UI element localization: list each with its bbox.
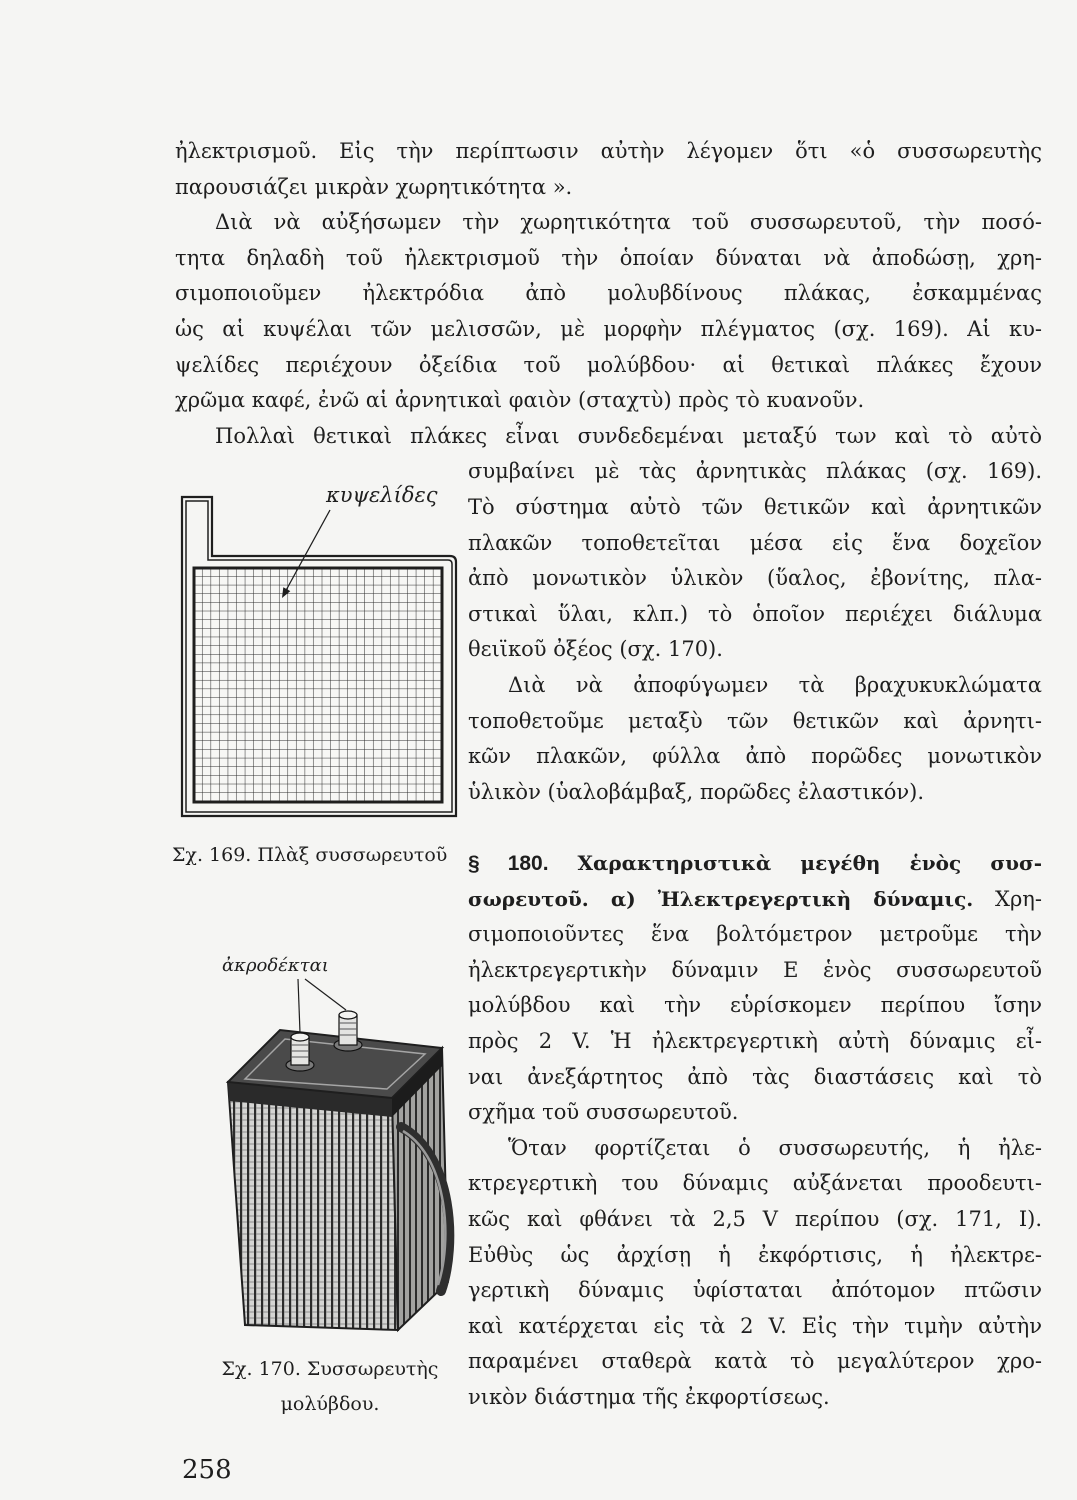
- section-text-start: Χρη-: [995, 886, 1042, 911]
- text-line: γερτικὴ δύναμις ὑφίσταται ἀπότομον πτῶσιν: [468, 1278, 1042, 1303]
- text-line: ὑλικὸν (ὑαλοβάμβαξ, πορῶδες ἐλαστικόν).: [468, 779, 925, 804]
- text-line: κτρεγερτικὴ του δύναμις αὐξάνεται προοδευτι-: [468, 1171, 1042, 1196]
- lead-battery-figure: [205, 955, 465, 1345]
- text-line: ἠλεκτρεγερτικὴν δύναμιν E ἑνὸς συσσωρευτοῦ: [468, 957, 1042, 982]
- text-line: θειϊκοῦ ὀξέος (σχ. 170).: [468, 637, 723, 662]
- terminal-leader-line: [298, 979, 300, 1033]
- text-line: Εὐθὺς ὡς ἀρχίσῃ ἡ ἐκφόρτισις, ἡ ἠλεκτρε-: [468, 1242, 1042, 1267]
- text-line: Διὰ νὰ ἀποφύγωμεν τὰ βραχυκυκλώματα: [508, 672, 1042, 697]
- page-number: 258: [182, 1455, 232, 1485]
- text-line: ἀπὸ μονωτικὸν ὑλικὸν (ὕαλος, ἐβονίτης, πλα-: [468, 566, 1042, 591]
- text-line: μολύβδου καὶ τὴν εὑρίσκομεν περίπου ἴσην: [468, 993, 1042, 1018]
- text-block-right-upper: [468, 454, 1042, 810]
- text-line: ψελίδες περιέχουν ὀξείδια τοῦ μολύβδου· αἱ θετικαὶ πλάκες ἔχουν: [175, 352, 1042, 377]
- text-line: Τὸ σύστημα αὐτὸ τῶν θετικῶν καὶ ἀρνητικῶν: [468, 494, 1042, 519]
- text-line: κῶς καὶ φθάνει τὰ 2,5 V περίπου (σχ. 171, I).: [468, 1206, 1042, 1231]
- battery-plate-figure: [170, 470, 470, 825]
- text-line: καὶ κατέρχεται εἰς τὰ 2 V. Εἰς τὴν τιμὴν αὐτὴν: [468, 1313, 1042, 1338]
- text-line: συμβαίνει μὲ τὰς ἀρνητικὰς πλάκας (σχ. 169).: [468, 459, 1042, 484]
- text-line: πλακῶν τοποθετεῖται μέσα εἰς ἕνα δοχεῖον: [468, 530, 1042, 555]
- text-line: νικὸν διάστημα τῆς ἐκφορτίσεως.: [468, 1384, 830, 1409]
- text-line: Διὰ νὰ αὐξήσωμεν τὴν χωρητικότητα τοῦ συσσωρευτοῦ, τὴν ποσό-: [215, 210, 1042, 235]
- section-heading-line: [468, 882, 1042, 918]
- text-line: παραμένει σταθερὰ κατὰ τὸ μεγαλύτερον χρο-: [468, 1349, 1042, 1374]
- text-line: κῶν πλακῶν, φύλλα ἀπὸ πορῶδες μονωτικὸν: [468, 744, 1042, 769]
- terminal-leader-line: [305, 979, 346, 1010]
- cells-label: κυψελίδες: [326, 483, 438, 507]
- section-subheading: σωρευτοῦ. α) Ἠλεκτρεγερτικὴ δύναμις.: [468, 886, 974, 911]
- section-number: § 180.: [468, 852, 549, 875]
- section-180: [468, 846, 1042, 1416]
- figure-169-caption: Σχ. 169. Πλὰξ συσσωρευτοῦ: [172, 844, 448, 866]
- terminals-label: ἀκροδέκται: [222, 955, 329, 976]
- battery-front-face: [228, 1082, 398, 1330]
- text-line: τητα δηλαδὴ τοῦ ἠλεκτρισμοῦ τὴν ὁποίαν δύναται νὰ ἀποδώσῃ, χρη-: [175, 245, 1042, 270]
- text-block-top: [175, 134, 1042, 454]
- text-line: τοποθετοῦμε μεταξὺ τῶν θετικῶν καὶ ἀρνητι-: [468, 708, 1042, 733]
- text-line: ναι ἀνεξάρτητος ἀπὸ τὰς διαστάσεις καὶ τὸ: [468, 1064, 1042, 1089]
- text-line: χρῶμα καφέ, ἐνῶ αἱ ἀρνητικαὶ φαιὸν (σταχτὺ) πρὸς τὸ κυανοῦν.: [175, 388, 865, 413]
- section-heading: Χαρακτηριστικὰ μεγέθη ἑνὸς συσ-: [577, 851, 1042, 875]
- caption-line: μολύβδου.: [280, 1393, 380, 1415]
- text-line: Πολλαὶ θετικαὶ πλάκες εἶναι συνδεδεμέναι μεταξύ των καὶ τὸ αὐτὸ: [215, 423, 1042, 448]
- text-line: πρὸς 2 V. Ἡ ἠλεκτρεγερτικὴ αὐτὴ δύναμις εἶ-: [468, 1028, 1042, 1053]
- text-line: ὡς αἱ κυψέλαι τῶν μελισσῶν, μὲ μορφὴν πλέγματος (σχ. 169). Αἱ κυ-: [175, 316, 1042, 341]
- text-line: σιμοποιοῦντες ἕνα βολτόμετρον μετροῦμε τὴν: [468, 922, 1042, 947]
- terminal-right: [334, 1011, 362, 1051]
- figure-170-caption: [200, 1352, 460, 1422]
- plate-grid: [194, 568, 442, 802]
- caption-line: Σχ. 170. Συσσωρευτὴς: [221, 1358, 439, 1380]
- text-line: παρουσιάζει μικρὰν χωρητικότητα ».: [175, 174, 573, 199]
- text-line: σχῆμα τοῦ συσσωρευτοῦ.: [468, 1100, 739, 1125]
- section-heading-line: [468, 846, 1042, 882]
- text-line: ἠλεκτρισμοῦ. Εἰς τὴν περίπτωσιν αὐτὴν λέγομεν ὅτι «ὁ συσσωρευτὴς: [175, 139, 1042, 163]
- text-line: Ὅταν φορτίζεται ὁ συσσωρευτής, ἡ ἠλε-: [508, 1135, 1042, 1160]
- text-line: στικαὶ ὕλαι, κλπ.) τὸ ὁποῖον περιέχει διάλυμα: [468, 601, 1042, 626]
- text-line: σιμοποιοῦμεν ἠλεκτρόδια ἀπὸ μολυβδίνους πλάκας, ἐσκαμμένας: [175, 281, 1042, 306]
